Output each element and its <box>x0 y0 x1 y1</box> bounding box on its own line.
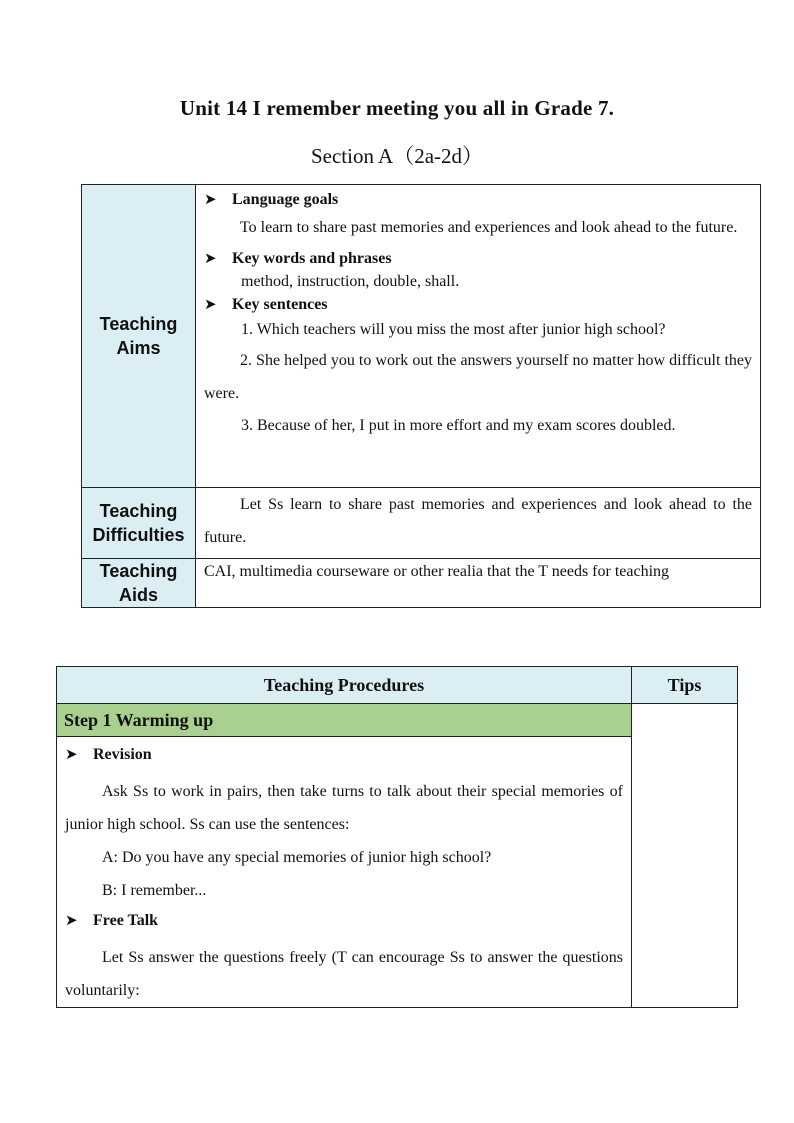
language-goals-bullet <box>204 189 752 211</box>
procedures-header-row <box>57 667 738 704</box>
arrowhead-bullet-icon: ➤ <box>204 297 217 313</box>
teaching-aims-table <box>81 184 761 608</box>
procedure-content-cell <box>57 737 632 1008</box>
free-talk-text: Let Ss answer the questions freely (T can encourage Ss to answer the questions voluntarily: <box>65 949 623 999</box>
free-talk-bullet <box>65 909 623 933</box>
key-words-heading: Key words and phrases <box>232 250 392 267</box>
arrowhead-bullet-icon: ➤ <box>204 251 217 267</box>
language-goals-text: To learn to share past memories and experiences and look ahead to the future. <box>240 219 738 236</box>
arrowhead-bullet-icon: ➤ <box>204 192 217 208</box>
document-subtitle: Section A（2a-2d） <box>310 144 484 168</box>
aims-label-line-1: Teaching <box>99 314 178 334</box>
aids-row <box>82 559 761 608</box>
difficulties-label-line-2: Difficulties <box>92 525 185 545</box>
step-title-cell: Step 1 Warming up <box>57 704 632 737</box>
revision-heading: Revision <box>93 746 152 763</box>
tips-header-cell: Tips <box>632 667 738 704</box>
aids-content-cell <box>196 559 761 608</box>
aims-label-line-2: Aims <box>116 338 161 358</box>
aims-row <box>82 185 761 488</box>
key-sentence-2: 2. She helped you to work out the answers yourself no matter how difficult they were. <box>204 352 752 402</box>
aims-content-cell <box>196 185 761 488</box>
aids-text: CAI, multimedia courseware or other realia that the T needs for teaching <box>204 563 670 580</box>
teaching-procedures-table <box>56 666 738 1008</box>
dialogue-line-a: A: Do you have any special memories of junior high school? <box>102 849 492 866</box>
aids-label-cell <box>82 559 196 608</box>
key-sentences-bullet <box>204 294 752 316</box>
arrowhead-bullet-icon: ➤ <box>65 747 78 763</box>
free-talk-heading: Free Talk <box>93 912 159 929</box>
key-sentences-heading: Key sentences <box>232 296 328 313</box>
aids-label-line-1: Teaching <box>99 561 178 581</box>
difficulties-content-cell <box>196 488 761 559</box>
key-words-bullet <box>204 248 752 270</box>
aids-label-line-2: Aids <box>118 585 158 605</box>
difficulties-label-cell <box>82 488 196 559</box>
revision-bullet <box>65 743 623 767</box>
document-title: Unit 14 I remember meeting you all in Grade 7. <box>179 96 615 120</box>
revision-text: Ask Ss to work in pairs, then take turns to talk about their special memories of junior high school. Ss can use the sentences: <box>65 783 623 833</box>
difficulties-label-line-1: Teaching <box>99 501 178 521</box>
aims-label-cell <box>82 185 196 488</box>
key-words-text: method, instruction, double, shall. <box>241 273 460 290</box>
tips-body-cell <box>632 704 738 1008</box>
difficulties-text: Let Ss learn to share past memories and experiences and look ahead to the future. <box>204 496 752 546</box>
procedures-header-cell: Teaching Procedures <box>57 667 632 704</box>
difficulties-row <box>82 488 761 559</box>
key-sentence-1: 1. Which teachers will you miss the most after junior high school? <box>241 321 666 338</box>
step-row <box>57 704 738 737</box>
arrowhead-bullet-icon: ➤ <box>65 913 78 929</box>
language-goals-heading: Language goals <box>232 191 339 208</box>
dialogue-line-b: B: I remember... <box>102 882 207 899</box>
key-sentence-3: 3. Because of her, I put in more effort and my exam scores doubled. <box>241 417 676 434</box>
